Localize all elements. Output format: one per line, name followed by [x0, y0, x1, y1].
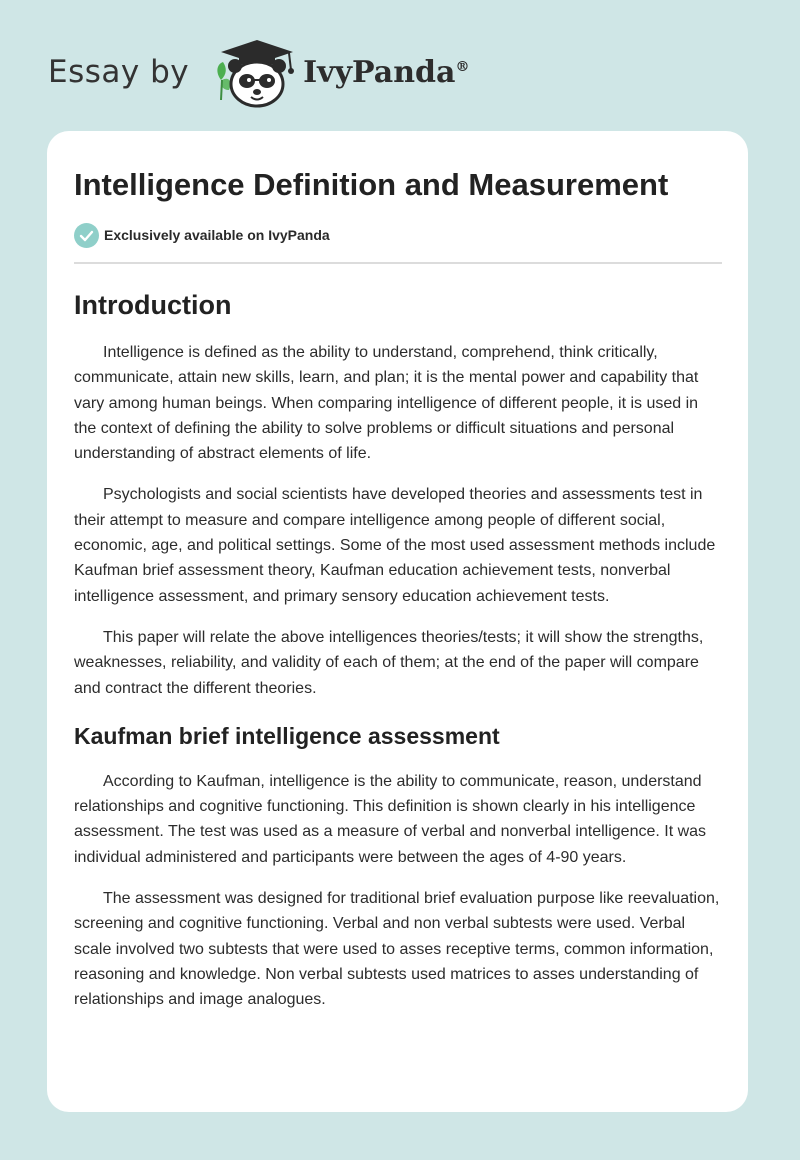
paragraph: The assessment was designed for traditional brief evaluation purpose like reevaluation, screening and cognitive functioning. Verbal and non verbal subtests were used. Verbal scale involved two subtests that were used to asses receptive terms, common information, reasoning and knowledge. Non verbal subtests used matrices to asses understanding of relationships and image analogues. — [74, 890, 720, 1009]
paragraph: Psychologists and social scientists have developed theories and assessments test in their attempt to measure and compare intelligence among people of different social, economic, age, and political settings. Some of the most used assessment methods include Kaufman brief assessment theory, Kaufman education achievement tests, nonverbal intelligence assessment, and primary sensory education achievement tests. — [74, 486, 716, 605]
panda-graduate-logo-icon — [207, 36, 299, 108]
brand-name — [303, 55, 469, 90]
check-circle-icon — [74, 223, 99, 248]
brand-name-text: IvyPanda — [303, 54, 456, 90]
brand-header[interactable] — [48, 36, 469, 108]
brand-prefix: Essay by — [48, 54, 190, 90]
paragraph: This paper will relate the above intelligences theories/tests; it will show the strengths, weaknesses, reliability, and validity of each of them; at the end of the paper will compare and contract the different theories. — [74, 628, 704, 697]
section-heading-kaufman: Kaufman brief intelligence assessment — [74, 722, 500, 749]
section-heading-introduction: Introduction — [74, 290, 232, 320]
exclusive-badge — [74, 222, 722, 248]
badge-text: Exclusively available on IvyPanda — [104, 227, 330, 243]
divider — [74, 262, 722, 264]
article-card — [47, 131, 748, 1112]
registered-mark: ® — [455, 58, 470, 75]
page-title: Intelligence Definition and Measurement — [74, 167, 669, 202]
paragraph: According to Kaufman, intelligence is the ability to communicate, reason, understand relationships and cognitive functioning. This definition is shown clearly in his intelligence assessment. The test was used as a measure of verbal and nonverbal intelligence. It was individual administered and participants were between the ages of 4-90 years. — [74, 772, 707, 866]
paragraph: Intelligence is defined as the ability to understand, comprehend, think critically, communicate, attain new skills, learn, and plan; it is the mental power and capability that vary among human beings. When comparing intelligence of different people, it is used in the context of defining the ability to solve problems or difficult situations and personal understanding of abstract elements of life. — [74, 344, 699, 463]
